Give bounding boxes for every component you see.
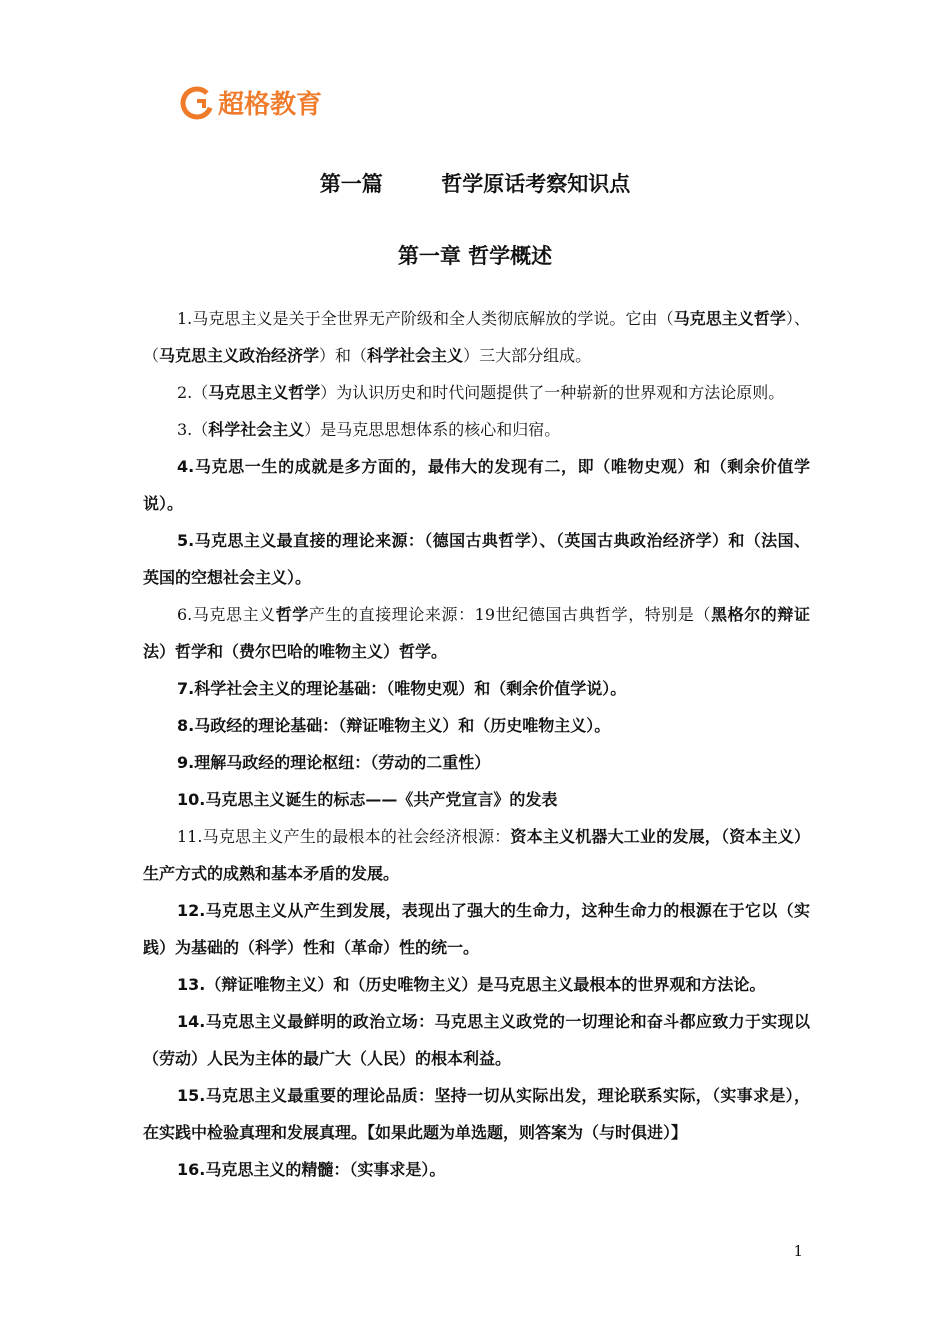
item-text: 12.马克思主义从产生到发展，表现出了强大的生命力，这种生命力的根源在于它以（实践）为基础的（科学）性和（革命）性的统一。 bbox=[143, 901, 810, 957]
item-text: 科学社会主义 bbox=[208, 420, 305, 439]
item-text: 14.马克思主义最鲜明的政治立场：马克思主义政党的一切理论和奋斗都应致力于实现以（劳动）人民为主体的最广大（人民）的根本利益。 bbox=[143, 1012, 810, 1068]
item-text: 哲学 bbox=[275, 605, 309, 624]
item-text: 13.（辩证唯物主义）和（历史唯物主义）是马克思主义最根本的世界观和方法论。 bbox=[177, 975, 766, 994]
item-text: 16.马克思主义的精髓：（实事求是）。 bbox=[177, 1160, 446, 1179]
item-text: 9.理解马政经的理论枢纽：（劳动的二重性） bbox=[177, 753, 491, 772]
list-item bbox=[143, 1003, 810, 1077]
list-item bbox=[143, 670, 810, 707]
item-text: 马克思主义哲学 bbox=[208, 383, 321, 402]
item-text: 产生的直接理论来源：19世纪德国古典哲学，特别是（ bbox=[308, 605, 712, 624]
logo-text: 超格教育 bbox=[218, 90, 323, 120]
item-text: 10.马克思主义诞生的标志——《共产党宣言》的发表 bbox=[177, 790, 558, 809]
list-item bbox=[143, 707, 810, 744]
list-item bbox=[143, 892, 810, 966]
item-text: 2.（ bbox=[177, 383, 209, 402]
list-item bbox=[143, 374, 810, 411]
list-item bbox=[143, 1077, 810, 1151]
item-text: 5.马克思主义最直接的理论来源：（德国古典哲学）、（英国古典政治经济学）和（法国、英国的空想社会主义）。 bbox=[143, 531, 810, 587]
list-item bbox=[143, 448, 810, 522]
list-item bbox=[143, 596, 810, 670]
item-text: ）是马克思思想体系的核心和归宿。 bbox=[304, 420, 561, 439]
item-text: ）三大部分组成。 bbox=[463, 346, 592, 365]
chapter-title: 第一章 哲学概述 bbox=[397, 244, 553, 268]
brand-logo bbox=[180, 84, 322, 121]
item-text: 15.马克思主义最重要的理论品质：坚持一切从实际出发，理论联系实际，（实事求是），在实践中检验真理和发展真理。【如果此题为单选题，则答案为（与时俱进）】 bbox=[143, 1086, 810, 1142]
item-text: ）和（ bbox=[319, 346, 368, 365]
item-text: 4.马克思一生的成就是多方面的，最伟大的发现有二，即（唯物史观）和（剩余价值学说）。 bbox=[143, 457, 810, 513]
list-item bbox=[143, 1151, 810, 1188]
item-text: 马克思主义哲学 bbox=[673, 309, 786, 328]
item-text: 科学社会主义 bbox=[367, 346, 464, 365]
item-text: ）为认识历史和时代问题提供了一种崭新的世界观和方法论原则。 bbox=[320, 383, 785, 402]
item-text: 3.（ bbox=[177, 420, 209, 439]
item-text: 黑格尔的辩证法）哲学和（费尔巴哈的唯物主义）哲学。 bbox=[143, 605, 810, 661]
item-text: 马克思主义政治经济学 bbox=[159, 346, 320, 365]
list-item bbox=[143, 818, 810, 892]
knowledge-list bbox=[143, 300, 810, 1188]
item-text: 资本主义机器大工业的发展，（资本主义）生产方式的成熟和基本矛盾的发展。 bbox=[143, 827, 810, 883]
page-number: 1 bbox=[793, 1242, 803, 1260]
list-item bbox=[143, 300, 810, 374]
item-text: 1.马克思主义是关于全世界无产阶级和全人类彻底解放的学说。它由（ bbox=[177, 309, 674, 328]
list-item bbox=[143, 411, 810, 448]
list-item bbox=[143, 522, 810, 596]
item-text: 11.马克思主义产生的最根本的社会经济根源： bbox=[177, 827, 511, 846]
item-text: 8.马政经的理论基础：（辩证唯物主义）和（历史唯物主义）。 bbox=[177, 716, 611, 735]
logo-icon bbox=[180, 86, 214, 120]
list-item bbox=[143, 966, 810, 1003]
item-text: 7.科学社会主义的理论基础：（唯物史观）和（剩余价值学说）。 bbox=[177, 679, 627, 698]
list-item bbox=[143, 781, 810, 818]
list-item bbox=[143, 744, 810, 781]
item-text: 6.马克思主义 bbox=[177, 605, 276, 624]
part-title: 第一篇 哲学原话考察知识点 bbox=[319, 172, 631, 196]
item-text: ）、（ bbox=[143, 309, 810, 365]
